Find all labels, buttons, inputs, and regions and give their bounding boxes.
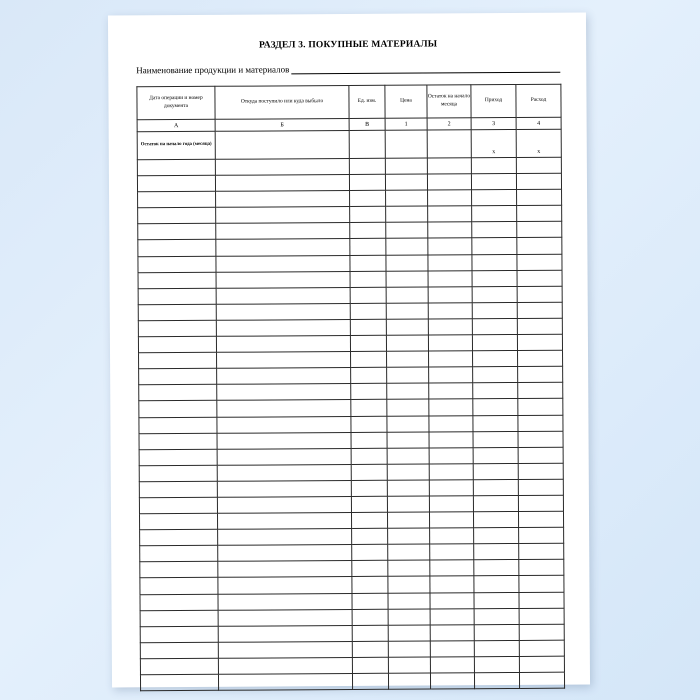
table-cell[interactable] <box>217 496 351 513</box>
table-cell[interactable] <box>217 352 351 369</box>
table-cell[interactable] <box>428 270 472 286</box>
table-cell[interactable] <box>387 351 429 367</box>
column-letter-4: 4 <box>516 117 561 129</box>
table-cell[interactable] <box>429 399 473 415</box>
table-cell[interactable] <box>216 271 350 288</box>
table-cell[interactable] <box>139 352 217 369</box>
table-cell[interactable] <box>472 254 517 270</box>
table-cell[interactable] <box>140 658 218 675</box>
table-cell[interactable] <box>387 448 429 464</box>
table-cell[interactable] <box>351 400 387 416</box>
table-cell[interactable] <box>517 302 562 318</box>
column-header-price: Цена <box>385 85 427 118</box>
table-cell[interactable] <box>350 303 386 319</box>
product-name-label: Наименование продукции и материалов <box>136 64 290 76</box>
table-cell[interactable] <box>138 272 216 289</box>
table-cell[interactable] <box>352 561 388 577</box>
table-cell[interactable] <box>218 657 352 674</box>
table-cell[interactable] <box>428 303 472 319</box>
table-cell[interactable] <box>386 287 428 303</box>
table-cell[interactable] <box>138 320 216 337</box>
table-cell[interactable] <box>472 318 517 334</box>
table-cell[interactable] <box>387 383 429 399</box>
table-cell[interactable] <box>350 335 386 351</box>
table-cell[interactable] <box>430 528 474 544</box>
table-cell[interactable] <box>474 640 519 656</box>
table-cell[interactable] <box>350 255 386 271</box>
table-header-row <box>137 84 561 120</box>
table-cell[interactable] <box>518 495 563 511</box>
column-letter-3: 3 <box>471 117 516 129</box>
table-cell[interactable] <box>138 208 216 225</box>
table-cell[interactable] <box>429 480 473 496</box>
table-cell[interactable] <box>351 464 387 480</box>
table-cell[interactable] <box>428 190 472 206</box>
table-cell[interactable] <box>430 608 474 624</box>
table-cell[interactable] <box>472 302 517 318</box>
table-cell[interactable] <box>138 224 216 241</box>
table-cell[interactable] <box>350 287 386 303</box>
product-name-field-row <box>136 63 560 76</box>
page-title: РАЗДЕЛ 3. ПОКУПНЫЕ МАТЕРИАЛЫ <box>258 39 438 51</box>
table-cell[interactable] <box>518 511 563 527</box>
table-cell[interactable] <box>473 399 518 415</box>
table-cell[interactable] <box>473 431 518 447</box>
table-cell[interactable] <box>428 238 472 254</box>
table-cell[interactable] <box>518 350 563 366</box>
table-cell[interactable] <box>350 271 386 287</box>
table-cell[interactable] <box>517 286 562 302</box>
table-cell[interactable] <box>429 415 473 431</box>
table-cell[interactable] <box>519 560 564 576</box>
table-cell[interactable] <box>217 464 351 481</box>
table-cell[interactable] <box>386 271 428 287</box>
table-cell[interactable] <box>139 497 217 514</box>
table-cell[interactable] <box>430 560 474 576</box>
table-cell[interactable] <box>518 447 563 463</box>
table-cell[interactable] <box>350 239 386 255</box>
table-cell[interactable] <box>140 626 218 643</box>
table-cell[interactable] <box>430 641 474 657</box>
table-cell[interactable] <box>474 592 519 608</box>
table-cell[interactable] <box>517 222 562 238</box>
table-cell[interactable] <box>137 175 215 192</box>
column-header-unit: Ед. изм. <box>349 85 385 118</box>
column-letter-v: В <box>349 118 385 130</box>
table-cell[interactable] <box>474 672 519 688</box>
table-cell[interactable] <box>351 351 387 367</box>
table-cell[interactable] <box>388 544 430 560</box>
table-cell[interactable] <box>388 625 430 641</box>
table-cell[interactable] <box>216 239 350 256</box>
column-letter-1: 1 <box>385 118 427 130</box>
table-cell[interactable] <box>139 385 217 402</box>
table-cell[interactable] <box>139 465 217 482</box>
table-cell[interactable] <box>350 190 386 206</box>
table-cell[interactable] <box>387 432 429 448</box>
table-cell[interactable] <box>473 383 518 399</box>
table-cell[interactable] <box>349 174 385 190</box>
table-cell[interactable] <box>518 431 563 447</box>
table-cell[interactable] <box>218 561 352 578</box>
table-cell[interactable] <box>388 609 430 625</box>
table-cell[interactable] <box>218 529 352 546</box>
table-cell[interactable] <box>351 448 387 464</box>
table-cell[interactable] <box>218 577 352 594</box>
opening-balance-expense-cell: х <box>516 129 561 157</box>
table-cell[interactable] <box>517 270 562 286</box>
table-cell[interactable] <box>472 286 517 302</box>
table-cell[interactable] <box>218 673 352 690</box>
table-cell[interactable] <box>474 560 519 576</box>
table-cell[interactable] <box>428 206 472 222</box>
table-cell[interactable] <box>218 593 352 610</box>
table-cell[interactable] <box>350 223 386 239</box>
table-cell[interactable] <box>428 286 472 302</box>
table-cell[interactable] <box>349 158 385 174</box>
column-header-income: Приход <box>471 84 516 117</box>
materials-table <box>136 84 565 692</box>
table-cell[interactable] <box>473 512 518 528</box>
table-cell[interactable] <box>429 367 473 383</box>
table-cell[interactable] <box>138 240 216 257</box>
table-cell[interactable] <box>139 401 217 418</box>
table-cell[interactable] <box>138 256 216 273</box>
column-letter-2: 2 <box>427 118 471 130</box>
table-cell[interactable] <box>350 319 386 335</box>
table-cell[interactable] <box>215 175 349 192</box>
table-cell[interactable] <box>428 319 472 335</box>
table-cell[interactable] <box>518 366 563 382</box>
table-cell[interactable] <box>386 335 428 351</box>
table-cell[interactable] <box>216 336 350 353</box>
table-cell[interactable] <box>472 335 517 351</box>
table-cell[interactable] <box>385 158 427 174</box>
table-cell[interactable] <box>385 174 427 190</box>
table-cell[interactable] <box>218 609 352 626</box>
table-cell[interactable] <box>217 416 351 433</box>
table-cell[interactable] <box>139 481 217 498</box>
table-cell[interactable] <box>217 432 351 449</box>
table-cell[interactable] <box>428 254 472 270</box>
table-cell[interactable] <box>429 447 473 463</box>
table-cell[interactable] <box>516 173 561 189</box>
table-cell[interactable] <box>217 384 351 401</box>
table-cell[interactable] <box>215 158 349 175</box>
table-cell[interactable] <box>352 545 388 561</box>
opening-balance-row <box>137 129 561 160</box>
table-cell[interactable] <box>351 496 387 512</box>
table-cell[interactable] <box>518 479 563 495</box>
table-cell[interactable] <box>471 157 516 173</box>
table-cell[interactable] <box>471 174 516 190</box>
table-cell[interactable] <box>473 367 518 383</box>
table-cell[interactable] <box>519 576 564 592</box>
table-cell[interactable] <box>517 334 562 350</box>
table-cell[interactable] <box>473 479 518 495</box>
table-cell[interactable] <box>388 560 430 576</box>
table-cell[interactable] <box>352 528 388 544</box>
table-cell[interactable] <box>429 351 473 367</box>
table-cell[interactable] <box>352 625 388 641</box>
table-cell[interactable] <box>519 592 564 608</box>
table-cell[interactable] <box>388 593 430 609</box>
table-cell[interactable] <box>472 190 517 206</box>
table-cell[interactable] <box>138 288 216 305</box>
table-cell[interactable] <box>427 158 471 174</box>
table-cell[interactable] <box>473 415 518 431</box>
table-cell[interactable] <box>139 433 217 450</box>
table-cell[interactable] <box>216 287 350 304</box>
table-cell[interactable] <box>387 464 429 480</box>
table-cell[interactable] <box>388 657 430 673</box>
table-cell[interactable] <box>388 641 430 657</box>
table-cell[interactable] <box>140 642 218 659</box>
table-cell[interactable] <box>216 255 350 272</box>
column-header-opening-balance: Остаток на начало месяца <box>427 85 471 118</box>
table-cell[interactable] <box>430 657 474 673</box>
table-cell[interactable] <box>386 303 428 319</box>
opening-balance-balance-cell[interactable] <box>427 130 471 158</box>
table-cell[interactable] <box>387 512 429 528</box>
table-cell[interactable] <box>217 400 351 417</box>
table-cell[interactable] <box>217 513 351 530</box>
table-cell[interactable] <box>217 368 351 385</box>
table-cell[interactable] <box>473 447 518 463</box>
table-cell[interactable] <box>518 415 563 431</box>
table-cell[interactable] <box>140 578 218 595</box>
table-cell[interactable] <box>138 336 216 353</box>
table-cell[interactable] <box>388 528 430 544</box>
table-cell[interactable] <box>217 480 351 497</box>
table-cell[interactable] <box>216 319 350 336</box>
opening-balance-price-cell[interactable] <box>385 130 427 158</box>
table-cell[interactable] <box>140 610 218 627</box>
table-cell[interactable] <box>216 223 350 240</box>
table-cell[interactable] <box>517 318 562 334</box>
table-cell[interactable] <box>430 576 474 592</box>
table-cell[interactable] <box>352 577 388 593</box>
table-cell[interactable] <box>387 416 429 432</box>
table-cell[interactable] <box>218 545 352 562</box>
table-cell[interactable] <box>216 191 350 208</box>
table-cell[interactable] <box>516 157 561 173</box>
table-cell[interactable] <box>473 495 518 511</box>
table-cell[interactable] <box>428 335 472 351</box>
table-cell[interactable] <box>137 159 215 176</box>
table-cell[interactable] <box>216 207 350 224</box>
document-page <box>108 13 590 688</box>
table-cell[interactable] <box>518 383 563 399</box>
table-cell[interactable] <box>386 319 428 335</box>
opening-balance-income-cell: х <box>471 129 516 157</box>
table-cell[interactable] <box>427 174 471 190</box>
table-cell[interactable] <box>474 624 519 640</box>
table-cell[interactable] <box>517 238 562 254</box>
table-cell[interactable] <box>351 367 387 383</box>
table-blank-rows <box>137 157 564 691</box>
opening-balance-source-cell[interactable] <box>215 130 349 159</box>
table-cell[interactable] <box>517 254 562 270</box>
table-cell[interactable] <box>519 543 564 559</box>
column-letter-a: А <box>137 119 215 131</box>
table-cell[interactable] <box>386 222 428 238</box>
table-cell[interactable] <box>519 656 564 672</box>
table-cell[interactable] <box>473 351 518 367</box>
table-cell[interactable] <box>350 207 386 223</box>
table-cell[interactable] <box>387 480 429 496</box>
table-cell[interactable] <box>519 608 564 624</box>
table-row <box>140 672 564 691</box>
table-cell[interactable] <box>472 222 517 238</box>
table-cell[interactable] <box>351 480 387 496</box>
table-cell[interactable] <box>387 399 429 415</box>
table-cell[interactable] <box>518 399 563 415</box>
table-cell[interactable] <box>139 449 217 466</box>
column-header-source: Откуда поступило или куда выбыло <box>215 85 349 119</box>
table-cell[interactable] <box>429 464 473 480</box>
table-cell[interactable] <box>430 673 474 689</box>
opening-balance-label: Остаток на начало года (месяца) <box>137 131 215 159</box>
table-cell[interactable] <box>351 384 387 400</box>
table-cell[interactable] <box>217 448 351 465</box>
table-cell[interactable] <box>388 576 430 592</box>
table-cell[interactable] <box>139 417 217 434</box>
table-cell[interactable] <box>386 206 428 222</box>
table-cell[interactable] <box>351 432 387 448</box>
table-cell[interactable] <box>429 496 473 512</box>
table-cell[interactable] <box>472 238 517 254</box>
document-content <box>136 39 564 692</box>
table-cell[interactable] <box>474 576 519 592</box>
opening-balance-unit-cell[interactable] <box>349 130 385 158</box>
table-cell[interactable] <box>472 270 517 286</box>
table-cell[interactable] <box>352 593 388 609</box>
product-name-input[interactable] <box>291 63 560 75</box>
table-cell[interactable] <box>429 512 473 528</box>
column-header-expense: Расход <box>516 84 561 117</box>
table-cell[interactable] <box>139 513 217 530</box>
table-cell[interactable] <box>140 529 218 546</box>
table-cell[interactable] <box>140 594 218 611</box>
column-letter-b: Б <box>215 118 349 131</box>
table-cell[interactable] <box>218 641 352 658</box>
table-cell[interactable] <box>474 608 519 624</box>
table-cell[interactable] <box>518 463 563 479</box>
table-cell[interactable] <box>216 303 350 320</box>
table-cell[interactable] <box>517 189 562 205</box>
table-cell[interactable] <box>517 205 562 221</box>
table-cell[interactable] <box>519 624 564 640</box>
table-cell[interactable] <box>387 496 429 512</box>
table-cell[interactable] <box>428 222 472 238</box>
table-cell[interactable] <box>140 546 218 563</box>
table-cell[interactable] <box>351 416 387 432</box>
table-cell[interactable] <box>386 238 428 254</box>
table-cell[interactable] <box>138 191 216 208</box>
table-cell[interactable] <box>519 672 564 688</box>
table-cell[interactable] <box>519 527 564 543</box>
table-cell[interactable] <box>472 206 517 222</box>
table-cell[interactable] <box>473 463 518 479</box>
table-cell[interactable] <box>352 641 388 657</box>
table-cell[interactable] <box>430 544 474 560</box>
table-cell[interactable] <box>430 624 474 640</box>
table-cell[interactable] <box>140 674 218 691</box>
table-cell[interactable] <box>519 640 564 656</box>
table-cell[interactable] <box>351 512 387 528</box>
column-header-date: Дата операции и номер документа <box>137 86 215 119</box>
table-cell[interactable] <box>138 304 216 321</box>
table-cell[interactable] <box>139 369 217 386</box>
table-cell[interactable] <box>430 592 474 608</box>
table-cell[interactable] <box>429 431 473 447</box>
table-cell[interactable] <box>140 562 218 579</box>
table-cell[interactable] <box>474 544 519 560</box>
table-cell[interactable] <box>352 657 388 673</box>
table-cell[interactable] <box>352 673 388 689</box>
table-cell[interactable] <box>387 367 429 383</box>
table-cell[interactable] <box>218 625 352 642</box>
table-cell[interactable] <box>474 528 519 544</box>
table-cell[interactable] <box>429 383 473 399</box>
table-cell[interactable] <box>474 656 519 672</box>
table-cell[interactable] <box>388 673 430 689</box>
table-cell[interactable] <box>352 609 388 625</box>
table-cell[interactable] <box>386 190 428 206</box>
table-cell[interactable] <box>386 255 428 271</box>
